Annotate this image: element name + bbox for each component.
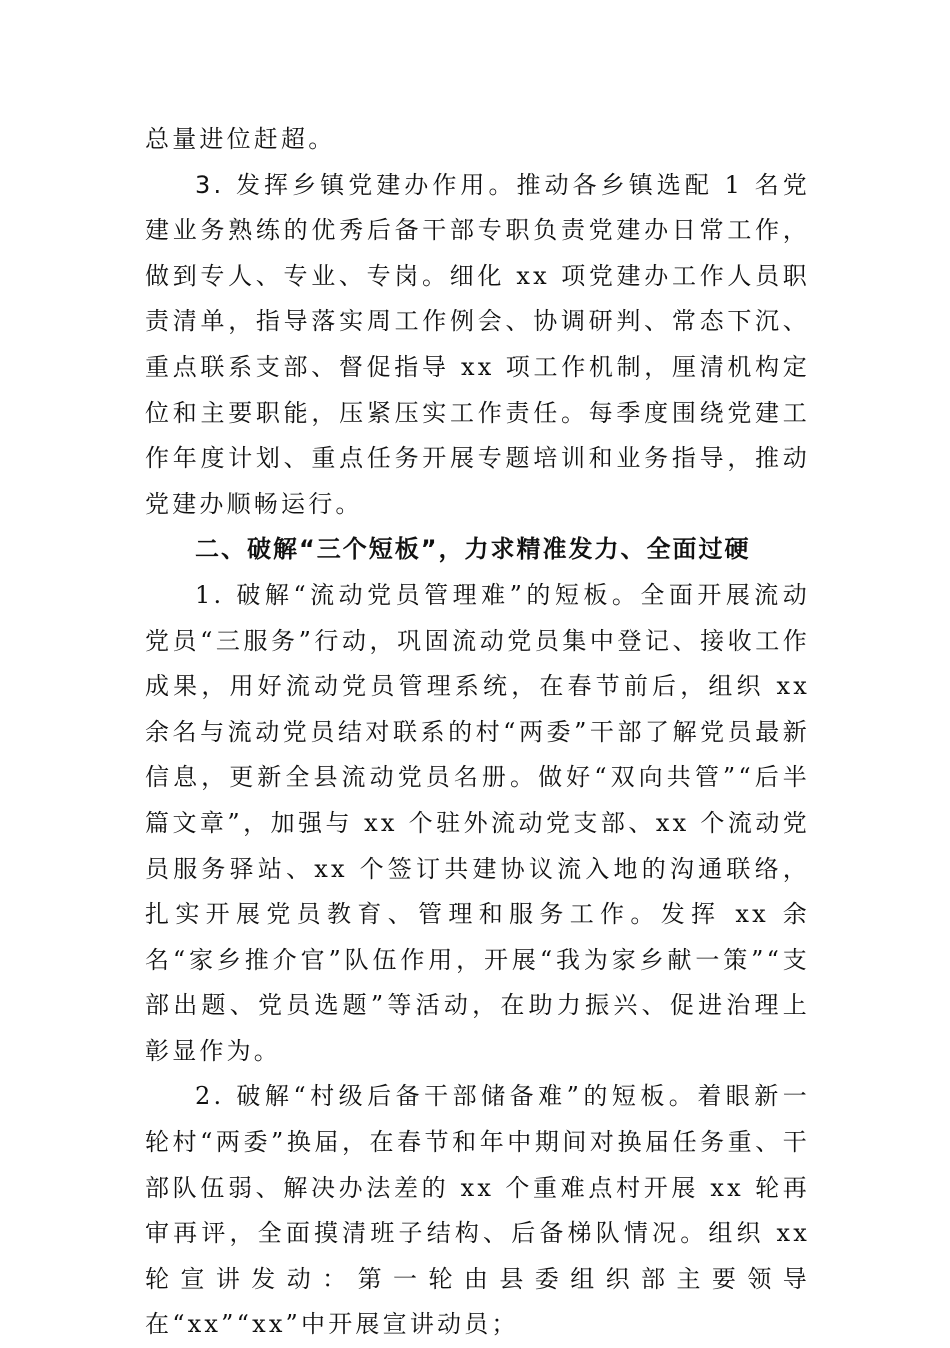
paragraph-body: 着眼新一轮村“两委”换届，在春节和年中期间对换届任务重、干部队伍弱、解决办法差的 xx 个重难点村开展 xx 轮再审再评，全面摸清班子结构、后备梯队情况。组织 xx 轮宣讲发动：第一轮由县委组织部主要领导在“xx”“xx”中开展宣讲动员；: [145, 1082, 810, 1339]
paragraph-body: 推动各乡镇选配 1 名党建业务熟练的优秀后备干部专职负责党建办日常工作，做到专人、专业、专岗。细化 xx 项党建办工作人员职责清单，指导落实周工作例会、协调研判、常态下沉、重点联系支部、督促指导 xx 项工作机制，厘清机构定位和主要职能，压紧压实工作责任。每季度围绕党建工作年度计划、重点任务开展专题培训和业务指导，推动党建办顺畅运行。: [145, 170, 810, 518]
paragraph-lead: 2. 破解“村级后备干部储备难”的短板。: [195, 1082, 698, 1111]
paragraph-lead: 3. 发挥乡镇党建办作用。: [195, 170, 517, 199]
paragraph-mobile-members: [145, 573, 810, 1075]
paragraph-township-office: [145, 163, 810, 528]
paragraph-reserve-cadres: [145, 1074, 810, 1348]
section-heading: [145, 527, 810, 573]
section-heading-text: 二、破解“三个短板”，力求精准发力、全面过硬: [195, 535, 751, 564]
paragraph-body: 全面开展流动党员“三服务”行动，巩固流动党员集中登记、接收工作成果，用好流动党员管理系统，在春节前后，组织 xx 余名与流动党员结对联系的村“两委”干部了解党员最新信息，更新全县流动党员名册。做好“双向共管”“后半篇文章”，加强与 xx 个驻外流动党支部、xx 个流动党员服务驿站、xx 个签订共建协议流入地的沟通联络，扎实开展党员教育、管理和服务工作。发挥 xx 余名“家乡推介官”队伍作用，开展“我为家乡献一策”“支部出题、党员选题”等活动，在助力振兴、促进治理上彰显作为。: [145, 580, 811, 1065]
paragraph-continuation: [145, 117, 810, 163]
paragraph-lead: 1. 破解“流动党员管理难”的短板。: [195, 580, 641, 609]
document-page: [145, 117, 810, 1348]
paragraph-text: 总量进位赶超。: [145, 125, 336, 153]
